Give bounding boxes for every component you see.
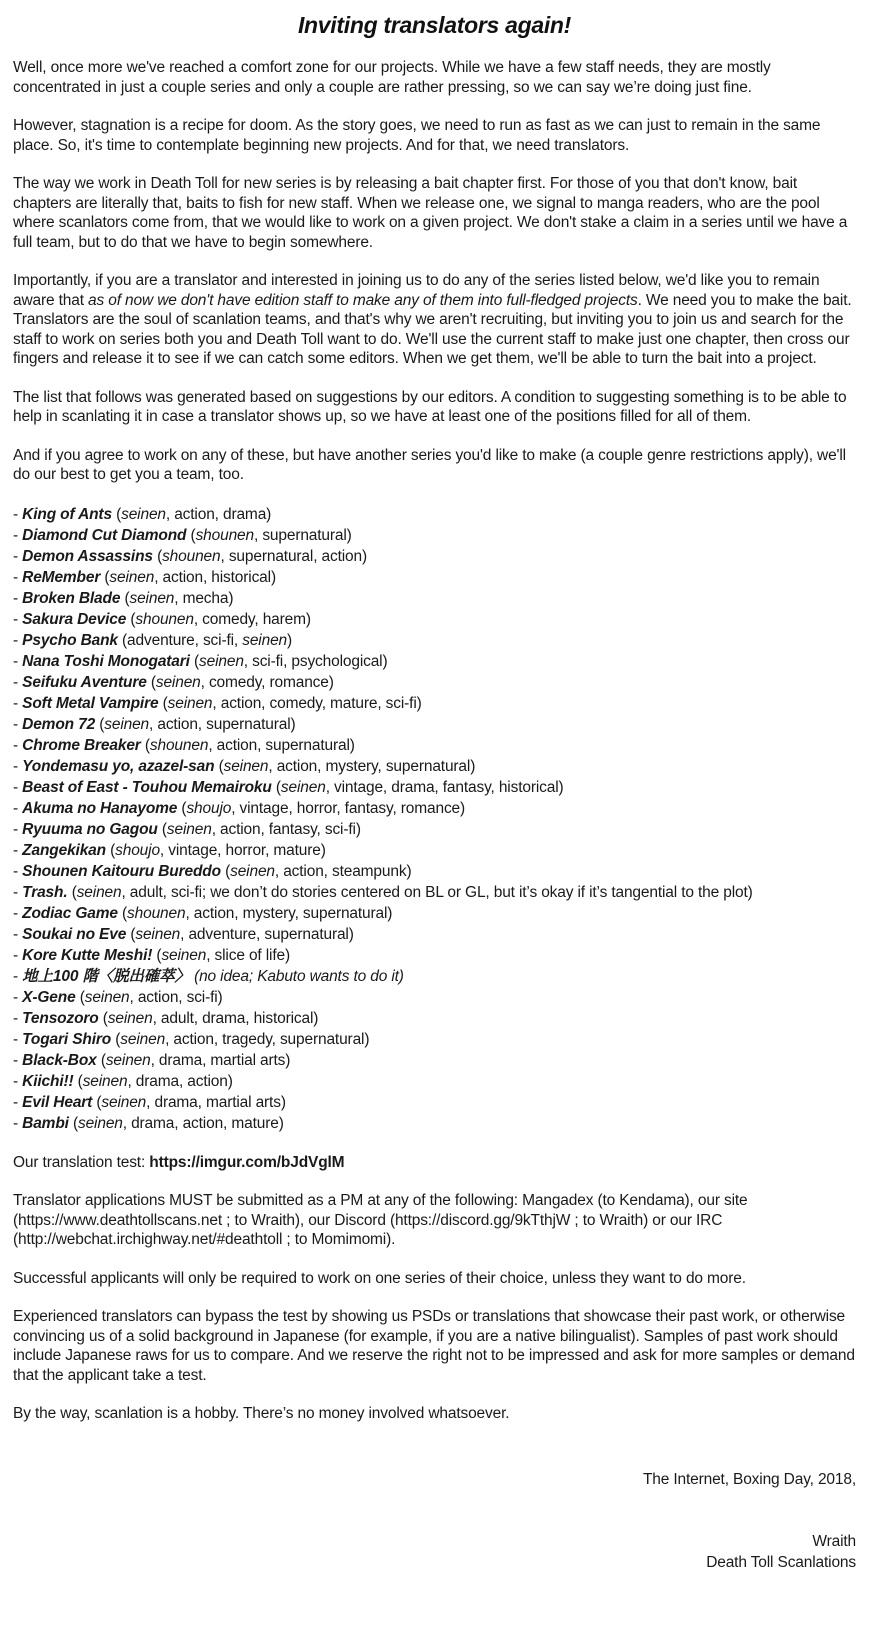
text-segment: seinen bbox=[135, 925, 181, 943]
series-title: Seifuku Aventure bbox=[22, 673, 147, 691]
text-segment: , action, comedy, mature, sci-fi) bbox=[212, 694, 422, 712]
text-segment: Successful applicants will only be required to work on one series of their choice, unless they want to do more. bbox=[13, 1269, 746, 1287]
series-list-item bbox=[13, 1092, 856, 1113]
text-segment: seinen bbox=[121, 505, 166, 523]
series-title: Akuma no Hanayome bbox=[22, 799, 178, 817]
text-segment: - bbox=[13, 715, 23, 733]
series-list-item bbox=[13, 777, 856, 798]
text-segment: However, stagnation is a recipe for doom. As the story goes, we need to run as fast as we can just to remain in the same place. So, it's time to contemplate beginning new projects. And for that, we need translators. bbox=[13, 117, 821, 154]
text-segment: ( bbox=[96, 1093, 102, 1111]
text-segment: ( bbox=[225, 862, 231, 880]
text-segment: , adult, sci-fi; we don’t do stories centered on BL or GL, but it’s okay if it’s tangential to the plot) bbox=[121, 883, 753, 901]
text-segment: , mecha) bbox=[174, 589, 234, 607]
text-segment: shounen bbox=[195, 526, 254, 544]
paragraph bbox=[13, 446, 856, 485]
text-segment: , sci-fi, psychological) bbox=[243, 652, 388, 670]
series-title: Soukai no Eve bbox=[22, 925, 127, 943]
series-title: Evil Heart bbox=[22, 1093, 93, 1111]
text-segment: - bbox=[13, 967, 23, 985]
text-segment: ( bbox=[115, 1030, 121, 1048]
series-list-item bbox=[13, 672, 856, 693]
series-list-item bbox=[13, 1029, 856, 1050]
text-segment: , drama, martial arts) bbox=[146, 1093, 286, 1111]
text-segment: seinen bbox=[120, 1030, 166, 1048]
series-title: Beast of East - Touhou Memairoku bbox=[22, 778, 272, 796]
text-segment: The way we work in Death Toll for new series is by releasing a bait chapter first. For those of you that don't know, bait chapters are literally that, baits to fish for new staff. When we release one, we signal to manga readers, who are the pool where scanlators come from, that we would like to work on a given project. We don't stake a claim in a series until we have a full team, but to do that we have to begin somewhere. bbox=[13, 175, 848, 251]
text-segment: - bbox=[13, 1114, 23, 1132]
text-segment: ( bbox=[100, 1051, 106, 1069]
text-segment: seinen bbox=[166, 820, 212, 838]
series-list-item bbox=[13, 693, 856, 714]
text-segment: seinen bbox=[199, 652, 244, 670]
text-segment: - bbox=[13, 925, 23, 943]
series-title: Zangekikan bbox=[22, 841, 106, 859]
text-segment: - bbox=[13, 820, 23, 838]
text-segment: ( bbox=[144, 736, 150, 754]
text-segment: (adventure, sci-fi, bbox=[122, 631, 243, 649]
text-segment: Our translation test: bbox=[13, 1153, 150, 1171]
series-list-item bbox=[13, 1050, 856, 1071]
series-list-item bbox=[13, 630, 856, 651]
series-list-item bbox=[13, 735, 856, 756]
text-segment: Well, once more we've reached a comfort zone for our projects. While we have a few staff needs, they are mostly concentrated in just a couple series and only a couple are rather pressing, so we can say we’re doing just fine. bbox=[13, 59, 771, 96]
paragraph bbox=[13, 388, 856, 427]
text-segment: , adult, drama, historical) bbox=[152, 1009, 319, 1027]
text-segment: - bbox=[13, 1051, 23, 1069]
text-segment: The list that follows was generated based on suggestions by our editors. A condition to suggesting something is to be able to help in scanlating it in case a translator shows up, so we have at least one of the positions filled for all of them. bbox=[13, 388, 847, 425]
series-title: Nana Toshi Monogatari bbox=[22, 652, 190, 670]
text-segment: By the way, scanlation is a hobby. There’s no money involved whatsoever. bbox=[13, 1405, 510, 1422]
text-segment: ( bbox=[275, 778, 281, 796]
text-segment: ( bbox=[72, 1114, 78, 1132]
text-segment: - bbox=[13, 883, 23, 901]
series-title: Trash. bbox=[22, 883, 68, 901]
text-segment: seinen bbox=[101, 1093, 147, 1111]
series-list-item bbox=[13, 924, 856, 945]
series-title: Demon 72 bbox=[22, 715, 96, 733]
text-segment: - bbox=[13, 631, 23, 649]
text-segment: , drama, action) bbox=[127, 1072, 233, 1090]
series-list-item bbox=[13, 1113, 856, 1134]
text-segment: , action, mystery, supernatural) bbox=[185, 904, 393, 922]
series-title: Chrome Breaker bbox=[22, 736, 141, 754]
series-list-item bbox=[13, 609, 856, 630]
text-segment: - bbox=[13, 841, 23, 859]
series-title: Broken Blade bbox=[22, 589, 121, 607]
text-segment: - bbox=[13, 736, 23, 754]
text-segment: seinen bbox=[242, 631, 288, 649]
text-segment: ( bbox=[162, 694, 168, 712]
text-segment: ( bbox=[122, 904, 128, 922]
text-segment: ( bbox=[190, 526, 196, 544]
text-segment: ( bbox=[181, 799, 187, 817]
series-list-item bbox=[13, 1071, 856, 1092]
text-segment: shounen bbox=[162, 547, 221, 565]
series-title: Soft Metal Vampire bbox=[22, 694, 159, 712]
series-list-item bbox=[13, 546, 856, 567]
text-segment: ( bbox=[161, 820, 167, 838]
text-segment: , adventure, supernatural) bbox=[180, 925, 354, 943]
text-segment: - bbox=[13, 1009, 23, 1027]
text-segment: https://imgur.com/bJdVglM bbox=[149, 1153, 345, 1171]
text-segment: , vintage, horror, fantasy, romance) bbox=[231, 799, 466, 817]
text-segment: , action, drama) bbox=[165, 505, 272, 523]
series-list-item bbox=[13, 945, 856, 966]
text-segment: , vintage, drama, fantasy, historical) bbox=[325, 778, 564, 796]
paragraph bbox=[13, 174, 856, 252]
text-segment: shounen bbox=[135, 610, 194, 628]
text-segment: , action, tragedy, supernatural) bbox=[165, 1030, 370, 1048]
series-list-item bbox=[13, 987, 856, 1008]
text-segment: shoujo bbox=[115, 841, 160, 859]
text-segment: (no idea; Kabuto wants to do it) bbox=[194, 967, 404, 985]
text-segment: Importantly, if you are a translator and interested in joining us to do any of the series listed below, we'd like you to remain aware that bbox=[13, 272, 820, 309]
text-segment: - bbox=[13, 988, 23, 1006]
text-segment: , action, fantasy, sci-fi) bbox=[211, 820, 361, 838]
series-title: X-Gene bbox=[22, 988, 76, 1006]
text-segment: seinen bbox=[104, 715, 150, 733]
signoff-group: Death Toll Scanlations bbox=[706, 1554, 856, 1571]
series-list-item bbox=[13, 1008, 856, 1029]
text-segment: seinen bbox=[280, 778, 326, 796]
series-title: Ryuuma no Gagou bbox=[22, 820, 158, 838]
series-title: Bambi bbox=[22, 1114, 69, 1132]
series-title: Zodiac Game bbox=[22, 904, 118, 922]
page-title: Inviting translators again! bbox=[297, 12, 572, 38]
series-list-item bbox=[13, 798, 856, 819]
series-list-item bbox=[13, 819, 856, 840]
text-segment: - bbox=[13, 673, 23, 691]
text-segment: ( bbox=[79, 988, 85, 1006]
text-segment: seinen bbox=[161, 946, 207, 964]
text-segment: , action, supernatural) bbox=[149, 715, 296, 733]
text-segment: ( bbox=[71, 883, 77, 901]
series-title: Sakura Device bbox=[22, 610, 127, 628]
paragraph bbox=[13, 1404, 856, 1424]
series-list-item bbox=[13, 756, 856, 777]
text-segment: seinen bbox=[82, 1072, 128, 1090]
series-list-item bbox=[13, 903, 856, 924]
text-segment: ( bbox=[194, 652, 200, 670]
outro-paragraphs bbox=[13, 1153, 856, 1424]
text-segment: - bbox=[13, 589, 23, 607]
text-segment: And if you agree to work on any of these, but have another series you'd like to make (a couple genre restrictions apply), we'll do our best to get you a team, too. bbox=[13, 446, 846, 483]
text-segment: Experienced translators can bypass the test by showing us PSDs or translations that showcase their past work, or otherwise convincing us of a solid background in Japanese (for example, if you are a native bilingualist). Samples of past work should include Japanese raws for us to compare. And we reserve the right not to be impressed and ask for more samples or demand that the applicant take a test. bbox=[13, 1308, 855, 1384]
text-segment: ( bbox=[99, 715, 105, 733]
signoff-author: Wraith bbox=[812, 1533, 856, 1550]
series-title: Demon Assassins bbox=[22, 547, 153, 565]
paragraph bbox=[13, 1307, 856, 1385]
series-list-item bbox=[13, 882, 856, 903]
text-segment: - bbox=[13, 757, 23, 775]
text-segment: - bbox=[13, 904, 23, 922]
series-list-item bbox=[13, 588, 856, 609]
text-segment: - bbox=[13, 778, 23, 796]
text-segment: - bbox=[13, 1093, 23, 1111]
text-segment: - bbox=[13, 946, 23, 964]
text-segment: - bbox=[13, 526, 23, 544]
text-segment: ( bbox=[77, 1072, 83, 1090]
text-segment: , drama, action, mature) bbox=[122, 1114, 284, 1132]
series-list-item bbox=[13, 567, 856, 588]
text-segment: - bbox=[13, 1030, 23, 1048]
text-segment: Translator applications MUST be submitted as a PM at any of the following: Mangadex (to Kendama), our site (https://www.deathtollscans.net ; to Wraith), our Discord (https://discord.gg/9kTthjW ; to Wraith) or our IRC (http://webchat.irchighway.net/#deathtoll ; to Momimomi). bbox=[13, 1192, 748, 1248]
text-segment: , supernatural) bbox=[254, 526, 352, 544]
series-title: Togari Shiro bbox=[22, 1030, 112, 1048]
text-segment: ( bbox=[124, 589, 130, 607]
text-segment: , comedy, harem) bbox=[193, 610, 311, 628]
series-title: Kore Kutte Meshi! bbox=[22, 946, 153, 964]
text-segment: - bbox=[13, 505, 23, 523]
text-segment: shoujo bbox=[186, 799, 232, 817]
series-title: Yondemasu yo, azazel-san bbox=[22, 757, 215, 775]
series-title: Shounen Kaitouru Bureddo bbox=[22, 862, 221, 880]
signoff-author-block bbox=[13, 1531, 856, 1573]
text-segment: seinen bbox=[167, 694, 213, 712]
text-segment: seinen bbox=[109, 568, 155, 586]
paragraph bbox=[13, 58, 856, 97]
text-segment: , slice of life) bbox=[206, 946, 290, 964]
series-list bbox=[13, 504, 856, 1134]
text-segment: - bbox=[13, 799, 23, 817]
series-list-item bbox=[13, 504, 856, 525]
series-list-item bbox=[13, 861, 856, 882]
paragraph bbox=[13, 1191, 856, 1250]
text-segment: ( bbox=[116, 505, 122, 523]
text-segment: ( bbox=[102, 1009, 108, 1027]
signoff-dateline: The Internet, Boxing Day, 2018, bbox=[642, 1470, 856, 1488]
series-list-item bbox=[13, 966, 856, 987]
intro-paragraphs bbox=[13, 58, 856, 485]
text-segment: ( bbox=[110, 841, 116, 859]
text-segment: seinen bbox=[107, 1009, 153, 1027]
paragraph bbox=[13, 1153, 856, 1173]
text-segment: ( bbox=[150, 673, 156, 691]
text-segment: seinen bbox=[223, 757, 269, 775]
text-segment: , action, mystery, supernatural) bbox=[268, 757, 476, 775]
series-list-item bbox=[13, 840, 856, 861]
text-segment: - bbox=[13, 1072, 23, 1090]
text-segment: - bbox=[13, 652, 23, 670]
text-segment: seinen bbox=[155, 673, 201, 691]
text-segment: ( bbox=[104, 568, 110, 586]
series-title: Diamond Cut Diamond bbox=[22, 526, 187, 544]
series-title: Tensozoro bbox=[22, 1009, 99, 1027]
text-segment: seinen bbox=[76, 883, 122, 901]
text-segment: seinen bbox=[105, 1051, 151, 1069]
text-segment: , action, supernatural) bbox=[208, 736, 355, 754]
paragraph bbox=[13, 116, 856, 155]
series-list-item bbox=[13, 714, 856, 735]
series-title: King of Ants bbox=[22, 505, 112, 523]
text-segment: ( bbox=[218, 757, 224, 775]
paragraph bbox=[13, 1269, 856, 1289]
text-segment: - bbox=[13, 547, 23, 565]
text-segment: ( bbox=[130, 925, 136, 943]
paragraph bbox=[13, 271, 856, 369]
text-segment: shounen bbox=[149, 736, 209, 754]
text-segment: - bbox=[13, 568, 23, 586]
series-title: ReMember bbox=[22, 568, 101, 586]
text-segment: ( bbox=[156, 946, 162, 964]
text-segment: - bbox=[13, 862, 23, 880]
text-segment: , comedy, romance) bbox=[200, 673, 334, 691]
text-segment: , action, steampunk) bbox=[274, 862, 412, 880]
text-segment: , vintage, horror, mature) bbox=[159, 841, 326, 859]
text-segment: ( bbox=[157, 547, 163, 565]
text-segment: seinen bbox=[84, 988, 130, 1006]
series-title: 地上100 階〈脱出確萃〉 bbox=[22, 967, 190, 985]
text-segment: . We need you to make the bait. Translators are the soul of scanlation teams, and that's why we aren't recruiting, but inviting you to join us and search for the staff to work on series both you and Death Toll want to do. We'll use the current staff to make just one chapter, then cross our fingers and release it to see if we can catch some editors. When we get them, we'll be able to turn the bait into a project. bbox=[13, 291, 852, 367]
text-segment: , action, sci-fi) bbox=[129, 988, 223, 1006]
series-list-item bbox=[13, 651, 856, 672]
text-segment: shounen bbox=[127, 904, 186, 922]
signoff bbox=[13, 1470, 856, 1574]
text-segment: ( bbox=[130, 610, 136, 628]
text-segment: - bbox=[13, 610, 23, 628]
text-segment: , drama, martial arts) bbox=[150, 1051, 291, 1069]
series-title: Psycho Bank bbox=[22, 631, 118, 649]
text-segment: seinen bbox=[129, 589, 175, 607]
text-segment: ) bbox=[287, 631, 293, 649]
text-segment: seinen bbox=[77, 1114, 123, 1132]
text-segment: seinen bbox=[230, 862, 275, 880]
series-title: Kiichi!! bbox=[22, 1072, 74, 1090]
text-segment: , action, historical) bbox=[154, 568, 276, 586]
text-segment: , supernatural, action) bbox=[220, 547, 367, 565]
series-title: Black-Box bbox=[22, 1051, 97, 1069]
text-segment: - bbox=[13, 694, 23, 712]
series-list-item bbox=[13, 525, 856, 546]
text-segment: as of now we don't have edition staff to make any of them into full-fledged projects bbox=[88, 291, 638, 309]
